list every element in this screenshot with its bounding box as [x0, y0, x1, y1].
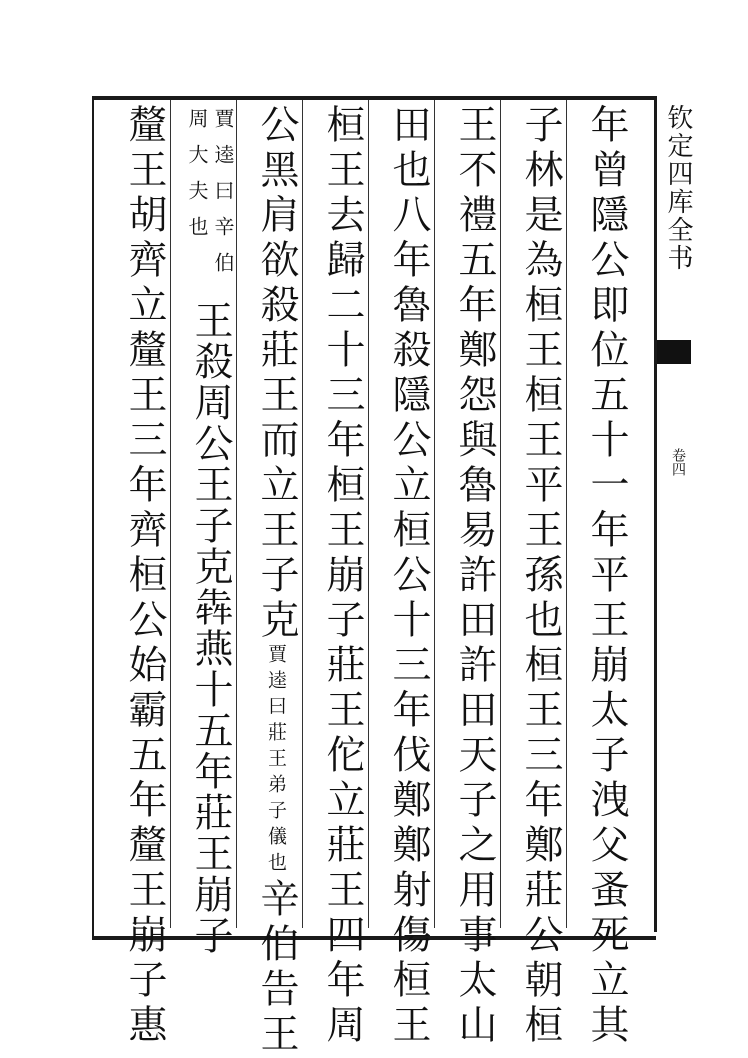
column-7-annotation-left: 周大夫也: [185, 108, 209, 252]
column-6-main-a: 公黑肩欲殺莊王而立王子克: [254, 104, 299, 644]
text-column-1: 年曾隱公即位五十一年平王崩太子洩父蚤死立其: [584, 104, 629, 1049]
text-column-7: 王殺周公王子克犇燕十五年莊王崩子: [188, 300, 233, 956]
text-column-5: 桓王去歸二十三年桓王崩子莊王佗立莊王四年周: [320, 104, 365, 1049]
margin-strip: [657, 96, 717, 932]
text-column-3: 王不禮五年鄭怨與魯易許田許田天子之用事太山: [452, 104, 497, 1049]
text-column-6: [248, 104, 304, 1058]
volume-label: 卷四: [670, 448, 686, 476]
column-6-main-b: 辛伯告王: [254, 878, 299, 1058]
text-column-8: 釐王胡齊立釐王三年齊桓公始霸五年釐王崩子惠: [122, 104, 167, 1049]
fishtail-mark: [657, 340, 691, 364]
text-column-4: 田也八年魯殺隱公立桓公十三年伐鄭鄭射傷桓王: [386, 104, 431, 1049]
column-7-annotation-right: 賈逵曰辛伯: [211, 108, 235, 288]
column-6-annotation: 賈逵曰莊王弟子儀也: [265, 644, 287, 878]
text-column-2: 子林是為桓王桓王平王孫也桓王三年鄭莊公朝桓: [518, 104, 563, 1049]
book-title: 钦定四库全书: [663, 104, 693, 272]
